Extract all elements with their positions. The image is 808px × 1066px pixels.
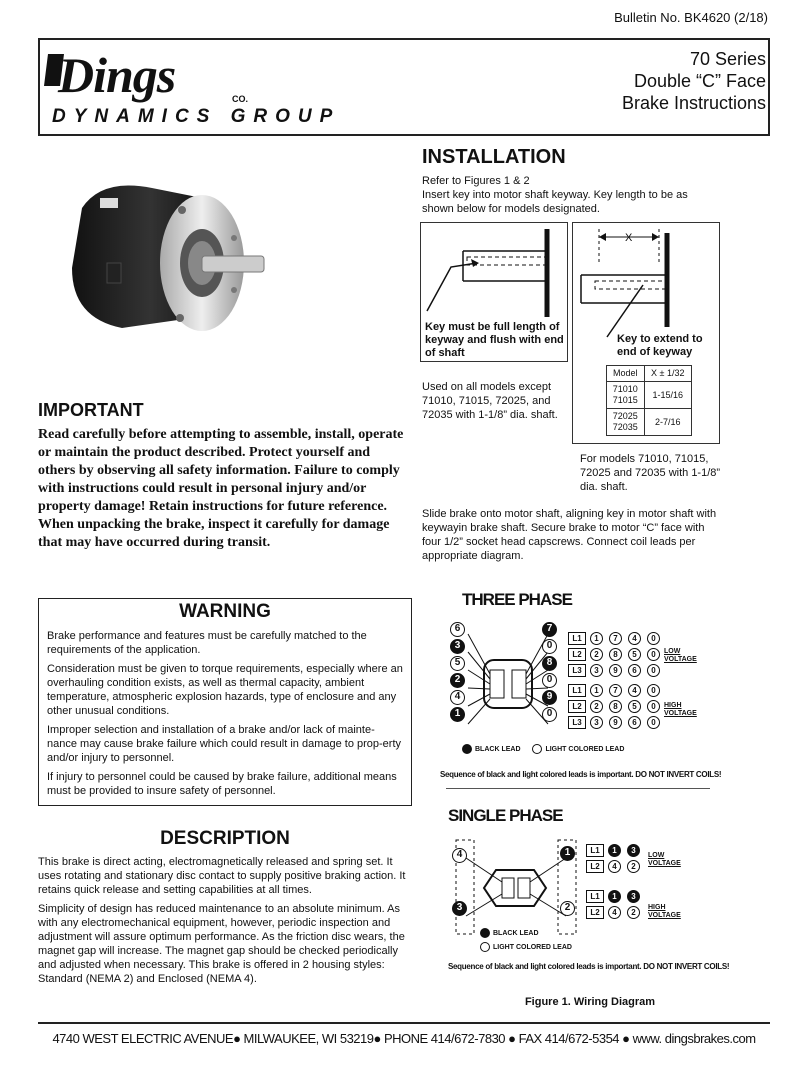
warning-paragraph: Brake performance and features must be carefully matched to the requirements of the application.	[47, 630, 367, 656]
lead-number: 1	[560, 846, 575, 861]
terminal: 7	[609, 632, 622, 645]
line-label: L1	[586, 844, 604, 857]
terminal: 3	[590, 716, 603, 729]
logo-co: CO.	[232, 94, 249, 104]
key-table-x-value: 2-7/16	[644, 409, 691, 436]
model-value: 72035	[612, 422, 638, 432]
lead-number: 2	[560, 901, 575, 916]
key-table-header-model: Model	[607, 366, 645, 382]
lead-number: 0	[542, 673, 557, 688]
logo-dynamics-group: DYNAMICS GROUP	[52, 106, 341, 127]
terminal: 0	[647, 664, 660, 677]
lead-number: 7	[542, 622, 557, 637]
list-item	[586, 842, 646, 858]
list-item	[568, 714, 666, 730]
single-right-leads	[560, 846, 575, 918]
terminal: 9	[609, 716, 622, 729]
key-table-models	[607, 382, 645, 409]
title-line-face: Double “C” Face	[633, 71, 766, 91]
lead-number: 0	[542, 707, 557, 722]
list-item	[586, 858, 646, 874]
lead-number: 4	[452, 848, 467, 863]
lead-number: 3	[452, 901, 467, 916]
warning-paragraph: If injury to personnel could be caused by brake failure, additional means must be provided to insure safety of personnel.	[47, 771, 397, 797]
table-row	[607, 409, 692, 436]
terminal: 1	[608, 844, 621, 857]
line-label: L3	[568, 664, 586, 677]
terminal: 4	[628, 632, 641, 645]
model-value: 72025	[612, 411, 638, 421]
single-low-voltage-label: LOW VOLTAGE	[648, 852, 681, 867]
extend-key-caption: Key to extend to end of keyway	[617, 333, 703, 358]
black-lead-icon	[480, 928, 490, 938]
three-phase-sequence-note: Sequence of black and light colored leads is important. DO NOT INVERT COILS!	[440, 770, 722, 779]
list-item	[568, 698, 666, 714]
terminal: 2	[627, 906, 640, 919]
terminal: 5	[628, 700, 641, 713]
light-lead-icon	[532, 744, 542, 754]
single-phase-title: SINGLE PHASE	[448, 806, 563, 825]
terminal: 3	[590, 664, 603, 677]
line-label: L2	[586, 906, 604, 919]
terminal: 0	[647, 648, 660, 661]
dimension-x-label: X	[625, 232, 633, 244]
list-item	[568, 662, 666, 678]
line-label: L2	[568, 648, 586, 661]
line-label: L1	[568, 632, 586, 645]
terminal: 6	[628, 716, 641, 729]
divider	[446, 788, 710, 789]
terminal: 5	[628, 648, 641, 661]
list-item	[586, 904, 646, 920]
table-row	[607, 382, 692, 409]
installation-insert-key: Insert key into motor shaft keyway. Key length to be as shown below for models designated.	[422, 189, 688, 215]
for-models-note: For models 71010, 71015, 72025 and 72035 with 1-1/8” dia. shaft.	[580, 453, 721, 493]
three-phase-connection-rows	[568, 630, 666, 730]
list-item	[568, 630, 666, 646]
three-phase-diagram	[440, 590, 740, 790]
line-label: L1	[568, 684, 586, 697]
terminal: 0	[647, 632, 660, 645]
installation-refer: Refer to Figures 1 & 2	[422, 175, 530, 187]
terminal: 3	[627, 844, 640, 857]
terminal: 4	[608, 860, 621, 873]
installation-intro	[422, 174, 722, 216]
black-lead-icon	[462, 744, 472, 754]
lead-number: 1	[450, 707, 465, 722]
terminal: 8	[609, 648, 622, 661]
terminal: 0	[647, 700, 660, 713]
logo-wordmark: Dings	[58, 47, 176, 103]
description-heading: DESCRIPTION	[160, 828, 290, 849]
line-label: L1	[586, 890, 604, 903]
single-phase-diagram	[440, 806, 740, 984]
warning-heading: WARNING	[179, 601, 271, 622]
lead-number: 3	[450, 639, 465, 654]
important-text: Read carefully before attempting to assemble, install, operate or maintain the product described. Protect yourself and others by observing all safety information. Failure to comply with instructions could result in personal injury and/or property damage! Retain instructions for future reference. When unpacking the brake, inspect it carefully for damage that may have occurred during transit.	[38, 427, 404, 550]
footer-contact: 4740 WEST ELECTRIC AVENUE● MILWAUKEE, WI 53219● PHONE 414/672-7830 ● FAX 414/672-5354 ● www. dingsbrakes.com	[52, 1031, 756, 1046]
lead-number: 5	[450, 656, 465, 671]
key-figure-flush	[420, 222, 568, 362]
description-paragraph: This brake is direct acting, electromagnetically released and spring set. It uses rotating and stationary disc contact to supply positive braking action. It retains quick release and setting capabilities at all times.	[38, 856, 406, 896]
important-heading: IMPORTANT	[38, 400, 144, 420]
footer-divider	[38, 1022, 770, 1024]
terminal: 2	[627, 860, 640, 873]
black-lead-label: BLACK LEAD	[493, 929, 539, 937]
light-lead-label: LIGHT COLORED LEAD	[493, 943, 572, 951]
terminal: 9	[609, 664, 622, 677]
figure-1-caption: Figure 1. Wiring Diagram	[524, 996, 656, 1008]
terminal: 3	[627, 890, 640, 903]
single-high-voltage-label: HIGH VOLTAGE	[648, 904, 681, 919]
installation-heading: INSTALLATION	[422, 146, 566, 168]
line-label: L2	[586, 860, 604, 873]
flush-key-caption: Key must be full length of keyway and flush with end of shaft	[425, 321, 564, 359]
used-on-note: Used on all models except 71010, 71015, 72025, and 72035 with 1-1/8” dia. shaft.	[422, 381, 558, 421]
terminal: 4	[628, 684, 641, 697]
lead-legend	[462, 744, 624, 754]
single-left-leads	[452, 848, 467, 918]
slide-brake-instructions: Slide brake onto motor shaft, aligning key in motor shaft with keywayin brake shaft. Secure brake to motor “C” face with four 1/2” socket head capscrews. Connect coil leads per appropriate diagram.	[422, 508, 717, 562]
terminal: 1	[590, 632, 603, 645]
lead-number: 2	[450, 673, 465, 688]
shaft-flush-key-icon	[421, 223, 567, 323]
terminal: 7	[609, 684, 622, 697]
key-table-header	[607, 366, 692, 382]
terminal: 1	[608, 890, 621, 903]
key-table-x-value: 1-15/16	[644, 382, 691, 409]
terminal: 4	[608, 906, 621, 919]
warning-body	[47, 629, 403, 803]
key-table-models	[607, 409, 645, 436]
single-lead-legend	[480, 928, 572, 952]
list-item	[586, 888, 646, 904]
terminal: 1	[590, 684, 603, 697]
lead-number: 0	[542, 639, 557, 654]
model-value: 71010	[612, 384, 638, 394]
list-item	[568, 682, 666, 698]
terminal: 0	[647, 684, 660, 697]
high-voltage-label: HIGH VOLTAGE	[664, 702, 697, 717]
terminal: 2	[590, 648, 603, 661]
document-title	[622, 48, 766, 114]
terminal: 2	[590, 700, 603, 713]
model-value: 71015	[612, 395, 638, 405]
three-phase-left-leads	[450, 622, 465, 724]
terminal: 8	[609, 700, 622, 713]
key-length-table	[606, 365, 692, 436]
lead-number: 4	[450, 690, 465, 705]
terminal: 6	[628, 664, 641, 677]
brake-photo-icon	[62, 168, 282, 338]
light-lead-icon	[480, 942, 490, 952]
single-phase-connection-rows	[586, 842, 646, 920]
description-body	[38, 855, 408, 986]
description-paragraph: Simplicity of design has reduced maintenance to an absolute minimum. As with any electromechanical equipment, however, periodic inspection and adjustment will assure optimum performance. As the friction disc wears, the magnet gap will increase. The magnet gap should be checked periodically and adjusted when necessary. This brake is offered in 2 housing styles: Standard (NEMA 2) and Enclosed (NEMA 4).	[38, 903, 405, 985]
light-lead-label: LIGHT COLORED LEAD	[545, 745, 625, 753]
black-lead-label: BLACK LEAD	[475, 745, 521, 753]
three-phase-title: THREE PHASE	[462, 590, 572, 609]
line-label: L3	[568, 716, 586, 729]
single-phase-sequence-note: Sequence of black and light colored leads is important. DO NOT INVERT COILS!	[448, 962, 730, 971]
low-voltage-label: LOW VOLTAGE	[664, 648, 697, 663]
bulletin-number: Bulletin No. BK4620 (2/18)	[614, 10, 768, 25]
list-item	[568, 646, 666, 662]
lead-number: 8	[542, 656, 557, 671]
shaft-extended-key-icon	[573, 223, 719, 338]
title-line-series: 70 Series	[689, 49, 766, 69]
warning-paragraph: Improper selection and installation of a brake and/or lack of mainte-nance may cause brake failure which could result in damage to prop-erty and/or injury to personnel.	[47, 724, 402, 764]
lead-number: 6	[450, 622, 465, 637]
warning-paragraph: Consideration must be given to torque requirements, especially where an overhauling condition exists, as well as thermal capacity, ambient temperature, atmospheric explosion hazards, type of enclosure and any other unusual conditions.	[47, 663, 403, 717]
terminal: 0	[647, 716, 660, 729]
warning-box	[38, 598, 412, 806]
title-line-instructions: Brake Instructions	[621, 93, 766, 113]
key-table-header-x: X ± 1/32	[644, 366, 691, 382]
three-phase-right-leads	[542, 622, 557, 724]
lead-number: 9	[542, 690, 557, 705]
line-label: L2	[568, 700, 586, 713]
